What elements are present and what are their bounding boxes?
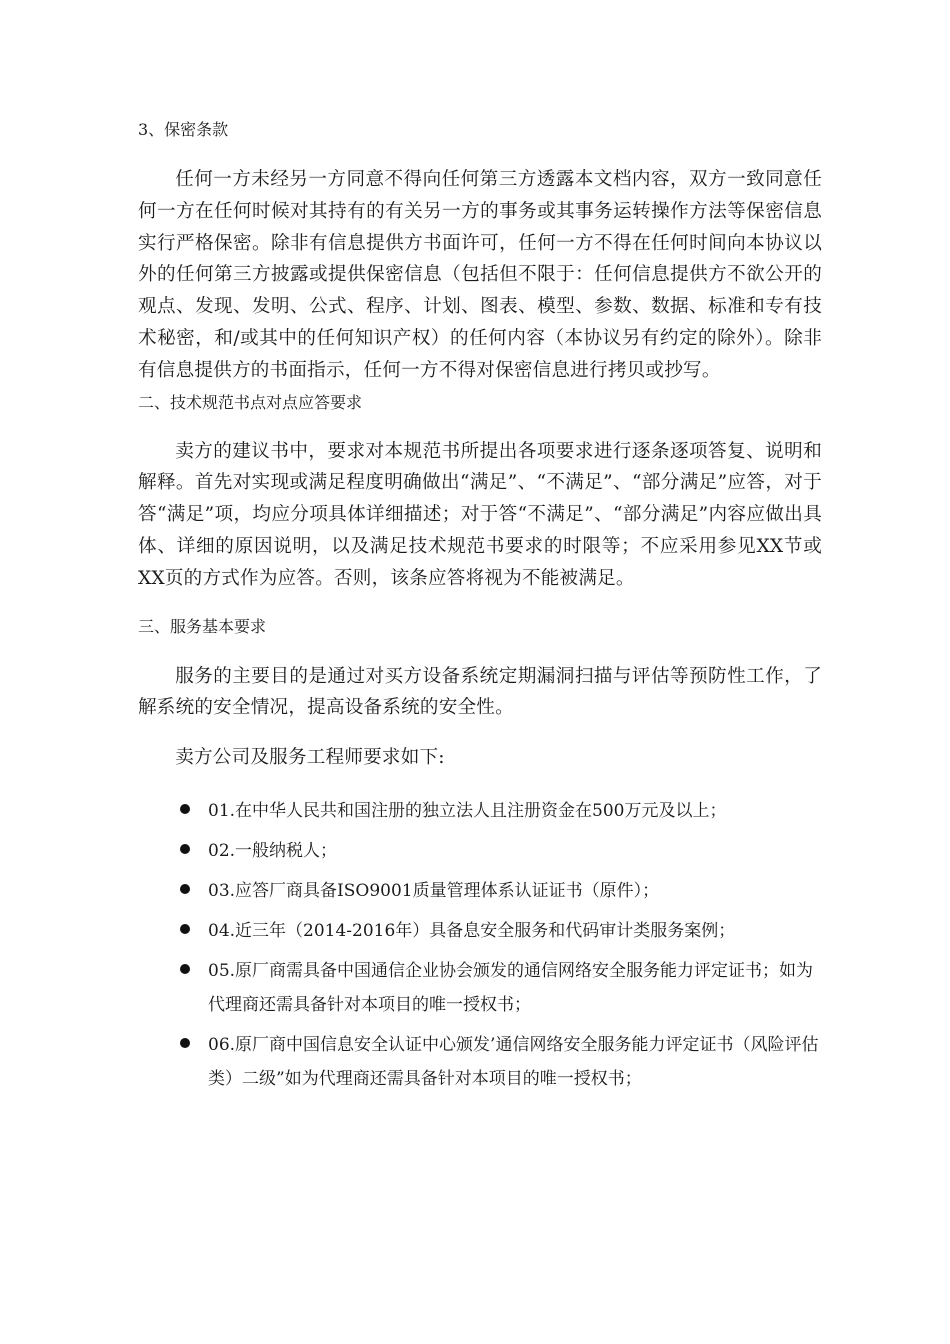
bullet-icon <box>180 844 190 854</box>
list-item <box>138 794 822 828</box>
list-item-text: 04.近三年（2014-2016年）具备息安全服务和代码审计类服务案例； <box>208 920 736 941</box>
list-item <box>138 1028 822 1096</box>
list-item-text: 01.在中华人民共和国注册的独立法人且注册资金在500万元及以上； <box>208 800 727 821</box>
tech-spec-paragraph: 卖方的建议书中，要求对本规范书所提出各项要求进行逐条逐项答复、说明和解释。首先对实现或满足程度明确做出“满足”、“不满足”、“部分满足”应答，对于答“满足”项，均应分项具体详细描述；对于答“不满足”、“部分满足”内容应做出具体、详细的原因说明，以及满足技术规范书要求的时限等；不应采用参见XX节或XX页的方式作为应答。否则，该条应答将视为不能被满足。 <box>138 440 822 589</box>
requirements-intro: 卖方公司及服务工程师要求如下: <box>175 747 445 769</box>
bullet-icon <box>180 884 190 894</box>
service-purpose-paragraph: 服务的主要目的是通过对买方设备系统定期漏洞扫描与评估等预防性工作，了解系统的安全情况，提高设备系统的安全性。 <box>138 665 822 719</box>
requirements-list <box>138 794 822 1096</box>
bullet-icon <box>180 924 190 934</box>
list-item <box>138 834 822 868</box>
list-item <box>138 954 822 1022</box>
confidentiality-paragraph: 任何一方未经另一方同意不得向任何第三方透露本文档内容，双方一致同意任何一方在任何时候对其持有的有关另一方的事务或其事务运转操作方法等保密信息实行严格保密。除非有信息提供方书面许可，任何一方不得在任何时间向本协议以外的任何第三方披露或提供保密信息（包括但不限于：任何信息提供方不欲公开的观点、发现、发明、公式、程序、计划、图表、模型、参数、数据、标准和专有技术秘密，和/或其中的任何知识产权）的任何内容（本协议另有约定的除外）。除非有信息提供方的书面指示，任何一方不得对保密信息进行拷贝或抄写。 <box>138 169 822 381</box>
list-item-text: 03.应答厂商具备ISO9001质量管理体系认证证书（原件）； <box>208 880 660 901</box>
document-page <box>138 112 822 1096</box>
section-heading-service-requirements: 三、服务基本要求 <box>138 616 267 636</box>
list-item <box>138 874 822 908</box>
list-item-text: 05.原厂商需具备中国通信企业协会颁发的通信网络安全服务能力评定证书；如为代理商还需具备针对本项目的唯一授权书； <box>208 960 814 1015</box>
bullet-icon <box>180 1038 190 1048</box>
bullet-icon <box>180 964 190 974</box>
list-item-text: 02.一般纳税人； <box>208 840 338 861</box>
list-item <box>138 914 822 948</box>
section-heading-tech-spec: 二、技术规范书点对点应答要求 <box>138 392 363 412</box>
section-heading-confidentiality: 3、保密条款 <box>138 120 229 139</box>
list-item-text: 06.原厂商中国信息安全认证中心颁发’通信网络安全服务能力评定证书（风险评估类）二级”如为代理商还需具备针对本项目的唯一授权书； <box>208 1034 819 1089</box>
bullet-icon <box>180 804 190 814</box>
